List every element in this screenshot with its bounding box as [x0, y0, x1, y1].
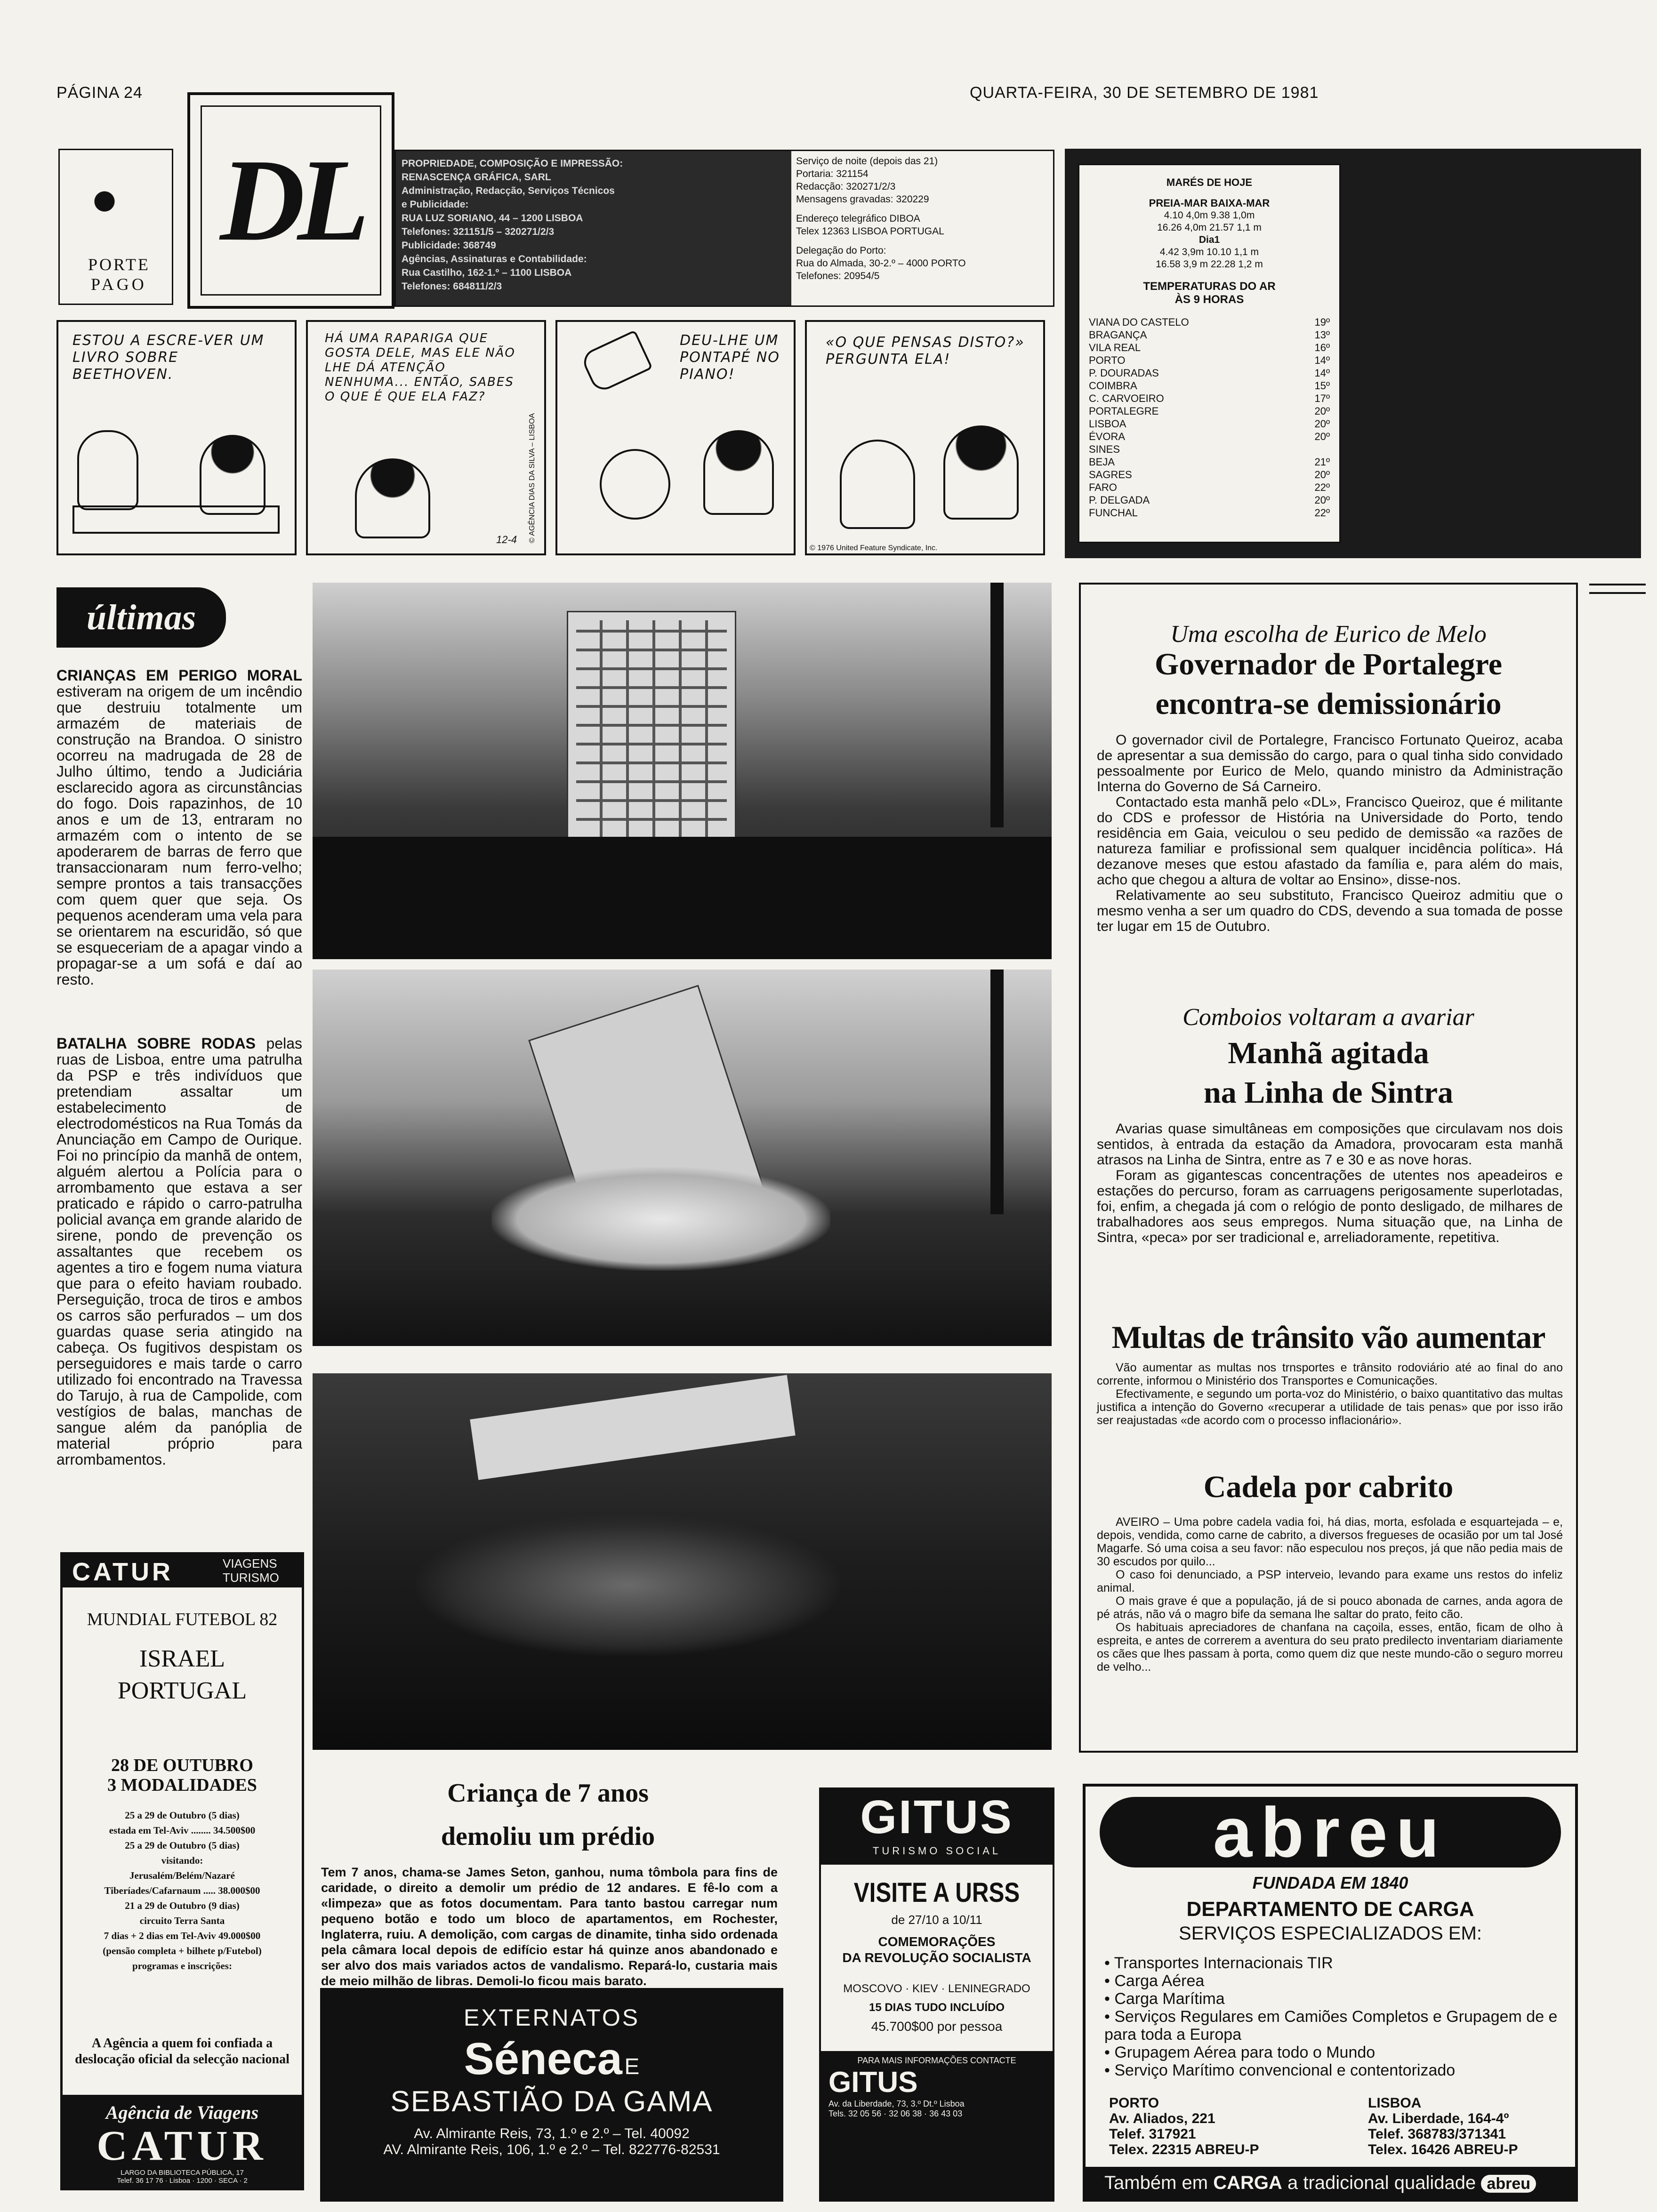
gitus-footer [821, 2051, 1053, 2200]
ultimas-item-1-lead: CRIANÇAS EM PERIGO MORAL [56, 667, 302, 684]
cadela-p4: Os habituais apreciadores de chanfana na caçoila, esses, então, ficam de olho à espreita, e antes de correrem a aventura do seu prato predilecto inventariam diariamente os cães que lhes passam à porta, como quem diz que neste mundo-cão o seguro morreu de velho... [1097, 1621, 1563, 1674]
abreu-lisboa [1368, 2095, 1570, 2157]
temp-row: FARO 22º [1089, 481, 1330, 493]
info-line: Agências, Assinaturas e Contabilidade: [402, 254, 587, 264]
character-icon [77, 430, 138, 510]
gitus-days: 15 DIAS TUDO INCLUÍDO [869, 2001, 1005, 2014]
comic-balloon-text: DEU-LHE UM PONTAPÉ NO PIANO! [680, 332, 780, 383]
right-news-column [1079, 583, 1578, 1753]
catur-detail: 25 a 29 de Outubro (5 dias) [125, 1840, 240, 1851]
catur-detail: (pensão completa + bilhete p/Futebol) [103, 1945, 262, 1956]
abreu-ad [1083, 1784, 1578, 2202]
info-left [396, 151, 791, 305]
crianca-text: Tem 7 anos, chama-se James Seton, ganhou, numa tômbola para fins de caridade, o direito a demolir um prédio de 12 andares. E fê-lo com a «limpeza» que as fotos documentam. Para tanto bastou carregar num pequeno botão e todo um bloco de apartamentos, em Rochester, Inglaterra, ruiu. A demolição, com cargas de dinamite, tinha sido ordenada pela câmara local depois de edifício estar há quinze anos abandonado e ser alvo dos mais variados actos de vandalismo. Repará-lo, custaria mais de meio milhão de libras. Demoli-lo ficou mais barato. [321, 1865, 778, 1988]
cadela-p3: O mais grave é que a população, já de si pouco abonada de carnes, anda agora de pé atrás, não vá o magro bife da semana lhe saltar do prato, feito cão. [1097, 1595, 1563, 1621]
info-line: RUA LUZ SORIANO, 44 – 1200 LISBOA [402, 213, 583, 224]
temp-row: SINES [1089, 443, 1120, 455]
gitus-comm2: DA REVOLUÇÃO SOCIALISTA [842, 1950, 1031, 1965]
rubble [416, 1515, 840, 1656]
catur-line4: 28 DE OUTUBRO [111, 1755, 253, 1775]
catur-detail: programas e inscrições: [132, 1960, 232, 1972]
comic-balloon-text: HÁ UMA RAPARIGA QUE GOSTA DELE, MAS ELE NÃO LHE DÁ ATENÇÃO NENHUMA... ENTÃO, SABES O QUE É QUE ELA FAZ? [325, 331, 515, 404]
porte-pago-box [58, 149, 173, 305]
catur-note: A Agência a quem foi confiada a deslocação oficial da selecção nacional [75, 2036, 290, 2067]
crianca-title-1: Criança de 7 anos [447, 1779, 649, 1808]
temp-title: TEMPERATURAS DO AR [1143, 280, 1276, 293]
pago-label: PAGO [91, 275, 147, 294]
gitus-brand: GITUS [860, 1791, 1014, 1843]
catur-detail: circuito Terra Santa [139, 1915, 225, 1926]
tides-row: 4.42 3,9m 10.10 1,1 m [1159, 247, 1259, 257]
temp-row: P. DELGADA 20º [1089, 494, 1330, 506]
abreu-service-item: • Grupagem Aérea para todo o Mundo [1104, 2044, 1375, 2061]
abreu-logo-bar [1100, 1793, 1561, 1872]
abreu-lisboa-telex: Telex. 16426 ABREU-P [1368, 2142, 1518, 2157]
abreu-service-item: • Carga Aérea [1104, 1972, 1205, 1990]
comic-credit-side: © AGÊNCIA DIAS DA SILVA – LISBOA [528, 413, 536, 543]
escolha-kicker: Uma escolha de Eurico de Melo [1170, 621, 1487, 648]
temp-row: VIANA DO CASTELO 19º [1089, 316, 1330, 328]
dl-logo: DL [220, 135, 362, 265]
seneca-ad [320, 1988, 783, 2202]
crianca-title-2: demoliu um prédio [441, 1822, 655, 1851]
cadela-title: Cadela por cabrito [1203, 1470, 1454, 1504]
abreu-logo: abreu [1213, 1793, 1448, 1872]
catur-brand-sub1: VIAGENS [223, 1556, 277, 1571]
seneca-line2: Séneca [464, 2034, 622, 2084]
tides-row: 16.26 4,0m 21.57 1,1 m [1157, 222, 1262, 233]
comic-balloon-text: «O QUE PENSAS DISTO?» PERGUNTA ELA! [826, 334, 1025, 368]
abreu-services-title: SERVIÇOS ESPECIALIZADOS EM: [1179, 1923, 1482, 1944]
catur-detail: 25 a 29 de Outubro (5 dias) [125, 1810, 240, 1821]
escolha-title-2: encontra-se demissionário [1155, 687, 1502, 721]
catur-line2: ISRAEL [139, 1645, 225, 1672]
chimney [990, 583, 1004, 827]
abreu-porto-telex: Telex. 22315 ABREU-P [1109, 2142, 1259, 2157]
abreu-lisboa-tel: Telef. 368783/371341 [1368, 2126, 1506, 2142]
cadela-p1: AVEIRO – Uma pobre cadela vadia foi, há dias, morta, esfolada e esquartejada – e, depois, vendida, como carne de cabrito, a diversos fregueses de ocasião por um tal José Magarfe. Só uma coisa a seu favor: não especulou nos preços, já que não pedia mais de 30 escudos por quilo... [1097, 1515, 1563, 1568]
piano-icon [579, 330, 653, 394]
ultimas-item-1 [56, 667, 302, 987]
character-icon [703, 430, 774, 515]
weather-box [1078, 164, 1341, 543]
comic-panel-4 [805, 320, 1045, 555]
catur-footer-addr2: Telef. 36 17 76 · Lisboa · 1200 · SECA · 2 [117, 2177, 248, 2185]
temp-row: SAGRES 20º [1089, 469, 1330, 481]
demolition-photo-2 [313, 970, 1052, 1346]
info-line: Portaria: 321154 [796, 168, 869, 179]
temp-row: C. CARVOEIRO 17º [1089, 393, 1330, 404]
comic-panel-1 [56, 320, 297, 555]
catur-detail: 21 a 29 de Outubro (9 dias) [125, 1900, 240, 1911]
chimney [990, 970, 1004, 1214]
comic-strip [56, 320, 1054, 565]
catur-footer [63, 2095, 302, 2188]
escolha-p3: Relativamente ao seu substituto, Francisco Queiroz admitiu que o mesmo venha a ser um quadro do CDS, devendo a sua tomada de posse ter lugar em 15 de Outubro. [1097, 888, 1563, 934]
info-line: Endereço telegráfico DIBOA [796, 213, 920, 224]
catur-line1: MUNDIAL FUTEBOL 82 [87, 1610, 278, 1629]
foreground-roofs [313, 837, 1052, 959]
cadela-p2: O caso foi denunciado, a PSP interveio, levando para exame uns restos do infeliz animal. [1097, 1568, 1563, 1595]
catur-footer-title: Agência de Viagens [105, 2102, 259, 2123]
temp-row: P. DOURADAS 14º [1089, 367, 1330, 379]
catur-ad [60, 1552, 304, 2190]
info-line: Telefones: 684811/2/3 [402, 281, 502, 292]
info-line: Serviço de noite (depois das 21) [796, 156, 938, 167]
abreu-services [1104, 1954, 1566, 2079]
abreu-porto [1109, 2095, 1326, 2157]
abreu-service-item: • Serviço Marítimo convencional e contentorizado [1104, 2061, 1456, 2079]
seneca-line2-wrap [320, 2033, 783, 2085]
divider [1589, 592, 1646, 594]
abreu-lisboa-addr: Av. Liberdade, 164-4º [1368, 2111, 1509, 2126]
comic-date-tag: 12-4 [496, 534, 517, 545]
character-icon [600, 449, 670, 520]
demolition-photo-1 [313, 583, 1052, 959]
tides-row: 4.10 4,0m 9.38 1,0m [1164, 210, 1255, 221]
abreu-footer [1086, 2167, 1575, 2199]
multas-p2: Efectivamente, e segundo um porta-voz do Ministério, o baixo quantitativo das multas justifica a intenção do Governo «recuperar a utilidade de tais penas» que por isso irão ser reajustadas «de acordo com o processo inflacionário». [1097, 1387, 1563, 1427]
falling-slab [470, 1375, 795, 1480]
info-line: RENASCENÇA GRÁFICA, SARL [402, 172, 551, 183]
catur-detail: estada em Tel-Aviv ........ 34.500$00 [109, 1825, 256, 1836]
comboios-p1: Avarias quase simultâneas em composições que circulavam nos dois sentidos, à entrada da estação da Amadora, provocaram esta manhã atrasos na Linha de Sintra, entre as 7 e 30 e as nove horas. [1097, 1121, 1563, 1168]
temp-row: PORTALEGRE 20º [1089, 405, 1330, 417]
gitus-ad [819, 1787, 1054, 2202]
seneca-line3: SEBASTIÃO DA GAMA [390, 2085, 713, 2118]
temp-row: VILA REAL 16º [1089, 342, 1330, 353]
comboios-kicker: Comboios voltaram a avariar [1182, 1004, 1474, 1031]
catur-footer-addr1: LARGO DA BIBLIOTECA PÚBLICA, 17 [121, 2169, 244, 2177]
ultimas-banner [56, 587, 226, 648]
demolition-photo-3 [313, 1373, 1052, 1750]
tides-row: Dia1 [1199, 234, 1220, 245]
comic-balloon-text: ESTOU A ESCRE-VER UM LIVRO SOBRE BEETHOVEN. [72, 332, 265, 383]
seneca-line1: EXTERNATOS [463, 2004, 640, 2031]
info-line: Redacção: 320271/2/3 [796, 181, 896, 192]
abreu-footer-2: CARGA [1213, 2172, 1282, 2193]
dust-cloud [491, 1167, 830, 1271]
gitus-sub: TURISMO SOCIAL [872, 1845, 1001, 1857]
coat-of-arms-icon [88, 183, 121, 220]
info-line: Telefones: 321151/5 – 320271/2/3 [402, 226, 555, 237]
seneca-addr1: Av. Almirante Reis, 73, 1.º e 2.º – Tel. 40092 [414, 2126, 690, 2141]
character-icon [355, 458, 430, 538]
seneca-addr2: AV. Almirante Reis, 106, 1.º e 2.º – Tel. 822776-82531 [383, 2142, 720, 2157]
comboios-body [1097, 1121, 1563, 1245]
cadela-body [1097, 1515, 1563, 1674]
abreu-lisboa-title: LISBOA [1368, 2095, 1422, 2111]
abreu-porto-addr: Av. Aliados, 221 [1109, 2111, 1215, 2126]
abreu-footer-1: Também em [1104, 2172, 1208, 2193]
comboios-p2: Foram as gigantescas concentrações de utentes nos apeadeiros e estações do percurso, foram as carruagens perigosamente superlotadas, foi, enfim, a chegada já com o relógio de ponto desligado, de milhares de trabalhadores aos seus empregos. Numa situação que, na Linha de Sintra, «peca» por ser tradicional e, arreliadoramente, repetitiva. [1097, 1168, 1563, 1245]
ultimas-title: últimas [86, 598, 196, 637]
tides-header: PREIA-MAR BAIXA-MAR [1149, 197, 1270, 209]
gitus-cities: MOSCOVO · KIEV · LENINEGRADO [843, 1982, 1030, 1995]
ultimas-item-2 [56, 1035, 302, 1467]
temp-list [1089, 316, 1330, 519]
catur-line5: 3 MODALIDADES [107, 1775, 257, 1795]
gitus-contact: PARA MAIS INFORMAÇÕES CONTACTE [857, 2056, 1016, 2065]
catur-brand: CATUR [72, 1558, 173, 1586]
multas-title: Multas de trânsito vão aumentar [1111, 1319, 1545, 1355]
info-line: e Publicidade: [402, 199, 469, 210]
info-line: Rua do Almada, 30-2.º – 4000 PORTO [796, 258, 966, 269]
abreu-porto-tel: Telef. 317921 [1109, 2126, 1196, 2142]
catur-footer-brand: CATUR [97, 2123, 268, 2169]
catur-line3: PORTUGAL [117, 1677, 247, 1704]
catur-detail: Tiberíades/Cafarnaum ..... 38.000$00 [104, 1885, 260, 1896]
catur-detail: 7 dias + 2 dias em Tel-Aviv 49.000$00 [104, 1930, 261, 1941]
gitus-headline: VISITE A URSS [853, 1877, 1020, 1908]
gitus-footer-addr: Av. da Liberdade, 73, 3.º Dt.º Lisboa [828, 2099, 965, 2108]
seneca-line2b: E [624, 2054, 640, 2079]
escolha-p2: Contactado esta manhã pelo «DL», Francisco Queiroz, que é militante do CDS e professor de História na Universidade do Porto, tendo residência em Gaia, veiculou o seu pedido de demissão «a razões de natureza familiar e profissional sem qualquer incidência política». Há dezanove meses que estou afastado da família e, para além do mais, acho que chegou a altura de voltar ao Ensino», disse-nos. [1097, 794, 1563, 888]
info-line: Delegação do Porto: [796, 245, 886, 256]
info-line: Telex 12363 LISBOA PORTUGAL [796, 226, 944, 237]
info-right [796, 155, 1050, 282]
multas-p1: Vão aumentar as multas nos trnsportes e trânsito rodoviário até ao final do ano corrente, informou o Ministério dos Transportes e Comunicações. [1097, 1361, 1563, 1387]
multas-body [1097, 1361, 1563, 1427]
info-line: Administração, Redacção, Serviços Técnicos [402, 185, 615, 196]
comic-panel-2 [306, 320, 546, 555]
gitus-footer-brand: GITUS [828, 2066, 918, 2099]
abreu-founded: FUNDADA EM 1840 [1252, 1873, 1408, 1892]
page-number: PÁGINA 24 [56, 84, 143, 102]
abreu-service-item: • Serviços Regulares em Camiões Completos e Grupagem de e para toda a Europa [1104, 2008, 1558, 2044]
tides-row: 16.58 3,9 m 22.28 1,2 m [1156, 259, 1263, 270]
gitus-dates: de 27/10 a 10/11 [891, 1913, 982, 1927]
character-icon [840, 440, 915, 529]
abreu-dept: DEPARTAMENTO DE CARGA [1186, 1898, 1474, 1921]
escolha-body [1097, 732, 1563, 934]
comic-panel-3 [555, 320, 796, 555]
escolha-title-1: Governador de Portalegre [1154, 647, 1503, 681]
temp-row: LISBOA 20º [1089, 418, 1330, 430]
comboios-title-2: na Linha de Sintra [1204, 1075, 1453, 1110]
temp-row: BEJA 21º [1089, 456, 1330, 468]
porte-label: PORTE [88, 255, 150, 274]
ultimas-item-2-lead: BATALHA SOBRE RODAS [56, 1035, 256, 1052]
page-date: QUARTA-FEIRA, 30 DE SETEMBRO DE 1981 [970, 84, 1319, 102]
abreu-service-item: • Transportes Internacionais TIR [1104, 1954, 1333, 1972]
info-line: Rua Castilho, 162-1.º – 1100 LISBOA [402, 267, 572, 278]
temp-row: PORTO 14º [1089, 354, 1330, 366]
ultimas-item-2-text: pelas ruas de Lisboa, entre uma patrulha da PSP e três indivíduos que pretendiam assaltar um estabelecimento de electrodomésticos na Rua Tomás da Anunciação em Campo de Ourique. Foi no princípio da manhã de ontem, alguém alertou a Polícia para o arrombamento que estava a ser praticado e rápido o carro-patrulha policial avança em grande alarido de sirene, pondo de prevenção os assaltantes que recebem os agentes a tiro e fogem numa viatura que para o efeito haviam roubado. Perseguição, troca de tiros e ambos os carros são perfurados – um dos guardas quase seria atingido na cabeça. Os fugitivos despistam os perseguidores e mais tarde o carro utilizado foi encontrado na Travessa do Tarujo, à rua de Campolide, com vestígios de balas, manchas de sangue além da panóplia de material próprio para arrombamentos. [56, 1035, 303, 1468]
abreu-footer-logo: abreu [1481, 2175, 1536, 2193]
abreu-porto-title: PORTO [1109, 2095, 1159, 2111]
piano-icon [72, 505, 280, 534]
gitus-price: 45.700$00 por pessoa [871, 2019, 1003, 2034]
tides-title: MARÉS DE HOJE [1166, 176, 1253, 188]
temp-row: COIMBRA 15º [1089, 380, 1330, 392]
temp-row: FUNCHAL 22º [1089, 507, 1330, 519]
catur-details [67, 1808, 297, 1973]
building-windows [576, 620, 727, 856]
info-line: Publicidade: 368749 [402, 240, 496, 251]
dl-logo-box [187, 92, 394, 309]
escolha-p1: O governador civil de Portalegre, Francisco Fortunato Queiroz, acaba de apresentar a sua demissão do cargo, para o qual tinha sido convidado pessoalmente por Eurico de Melo, quando ministro da Administração Interna do Governo de Sá Carneiro. [1097, 732, 1563, 794]
comboios-title-1: Manhã agitada [1228, 1036, 1429, 1070]
weather-panel [1065, 149, 1641, 558]
info-line: Mensagens gravadas: 320229 [796, 194, 929, 205]
catur-brand-bar [63, 1555, 302, 1587]
character-icon [943, 425, 1019, 520]
catur-brand-sub2: TURISMO [223, 1571, 279, 1585]
masthead-info [394, 150, 1054, 307]
gitus-brand-bar [821, 1789, 1053, 1865]
ultimas-item-1-text: estiveram na origem de um incêndio que destruiu totalmente um armazém de materiais de construção na Brandoa. O sinistro ocorreu na madrugada de 28 de Julho último, tendo a Judiciária esclarecido agora as circunstâncias do fogo. Dois rapazinhos, de 10 anos e um de 13, entraram no armazém com o intento de se apoderarem de barras de ferro que transaccionaram num ferro-velho; sempre prontos a tais transacções com quem quer que seja. Os pequenos acenderam uma vela para se orientarem na escuridão, só que se esqueceriam de a apagar vindo a propagar-se a um sofá e daí ao resto. [56, 683, 302, 988]
temp-row: BRAGANÇA 13º [1089, 329, 1330, 341]
gitus-comm1: COMEMORAÇÕES [878, 1934, 996, 1949]
character-icon [200, 435, 265, 515]
abreu-service-item: • Carga Marítima [1104, 1990, 1225, 2008]
temp-row: ÉVORA 20º [1089, 431, 1330, 442]
comic-credit: © 1976 United Feature Syndicate, Inc. [810, 544, 938, 552]
divider [1589, 584, 1646, 585]
gitus-footer-tel: Tels. 32 05 56 · 32 06 38 · 36 43 03 [828, 2109, 963, 2118]
catur-detail: visitando: [161, 1855, 203, 1866]
abreu-footer-3: a tradicional qualidade [1287, 2172, 1476, 2193]
temp-subtitle: ÀS 9 HORAS [1174, 293, 1244, 306]
catur-detail: Jerusalém/Belém/Nazaré [129, 1870, 235, 1881]
info-line: Telefones: 20954/5 [796, 271, 880, 281]
info-line: PROPRIEDADE, COMPOSIÇÃO E IMPRESSÃO: [402, 158, 623, 169]
